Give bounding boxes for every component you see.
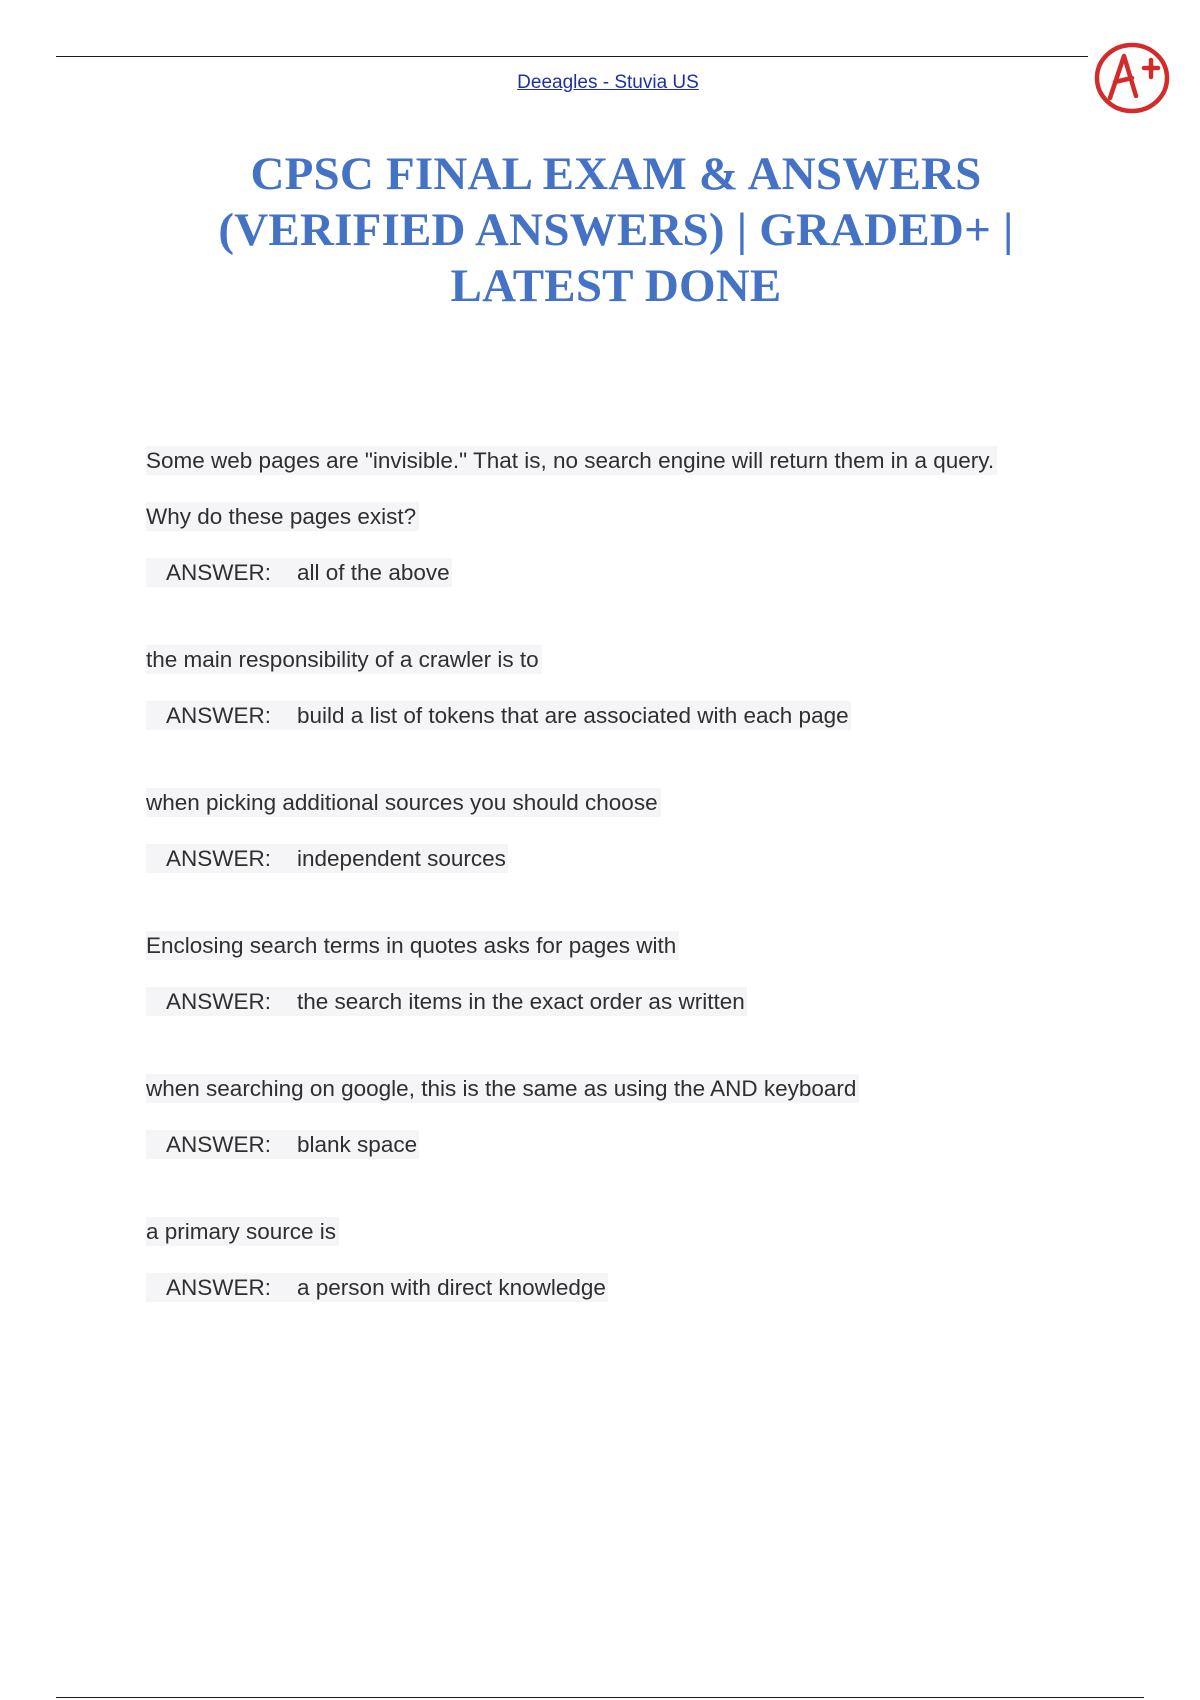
qa-list xyxy=(146,446,1096,1302)
answer-text: the search items in the exact order as written xyxy=(297,989,745,1014)
qa-item xyxy=(146,446,1096,587)
answer-line xyxy=(146,701,851,730)
answer-text: independent sources xyxy=(297,846,506,871)
document-title xyxy=(150,146,1082,314)
answer-text: blank space xyxy=(297,1132,418,1157)
qa-item xyxy=(146,1074,1096,1159)
answer-text: a person with direct knowledge xyxy=(297,1275,606,1300)
answer-text: all of the above xyxy=(297,560,450,585)
grade-stamp-icon xyxy=(1092,38,1172,118)
title-line: CPSC FINAL EXAM & ANSWERS xyxy=(250,148,982,200)
answer-line xyxy=(146,1273,608,1302)
qa-item xyxy=(146,931,1096,1016)
answer-line xyxy=(146,987,747,1016)
qa-item xyxy=(146,1217,1096,1302)
answer-label: ANSWER: xyxy=(166,989,272,1014)
answer-text: build a list of tokens that are associated with each page xyxy=(297,703,849,728)
question-text: Some web pages are "invisible." That is, no search engine will return them in a query. xyxy=(146,446,997,475)
question-text: a primary source is xyxy=(146,1217,339,1246)
title-line: (VERIFIED ANSWERS) | GRADED+ | xyxy=(218,204,1014,256)
answer-label: ANSWER: xyxy=(166,1132,272,1157)
answer-label: ANSWER: xyxy=(166,846,272,871)
answer-label: ANSWER: xyxy=(166,703,272,728)
question-text: when searching on google, this is the same as using the AND keyboard xyxy=(146,1074,859,1103)
source-link[interactable]: Deeagles - Stuvia US xyxy=(517,72,699,93)
qa-item xyxy=(146,645,1096,730)
answer-line xyxy=(146,558,452,587)
question-text: the main responsibility of a crawler is to xyxy=(146,645,542,674)
title-line: LATEST DONE xyxy=(450,260,782,312)
question-text: when picking additional sources you should choose xyxy=(146,788,661,817)
answer-line xyxy=(146,1130,419,1159)
header-rule xyxy=(56,56,1088,57)
question-text: Enclosing search terms in quotes asks for pages with xyxy=(146,931,679,960)
qa-item xyxy=(146,788,1096,873)
question-text: Why do these pages exist? xyxy=(146,502,419,531)
answer-line xyxy=(146,844,508,873)
answer-label: ANSWER: xyxy=(166,1275,272,1300)
footer-rule xyxy=(56,1697,1144,1698)
answer-label: ANSWER: xyxy=(166,560,272,585)
